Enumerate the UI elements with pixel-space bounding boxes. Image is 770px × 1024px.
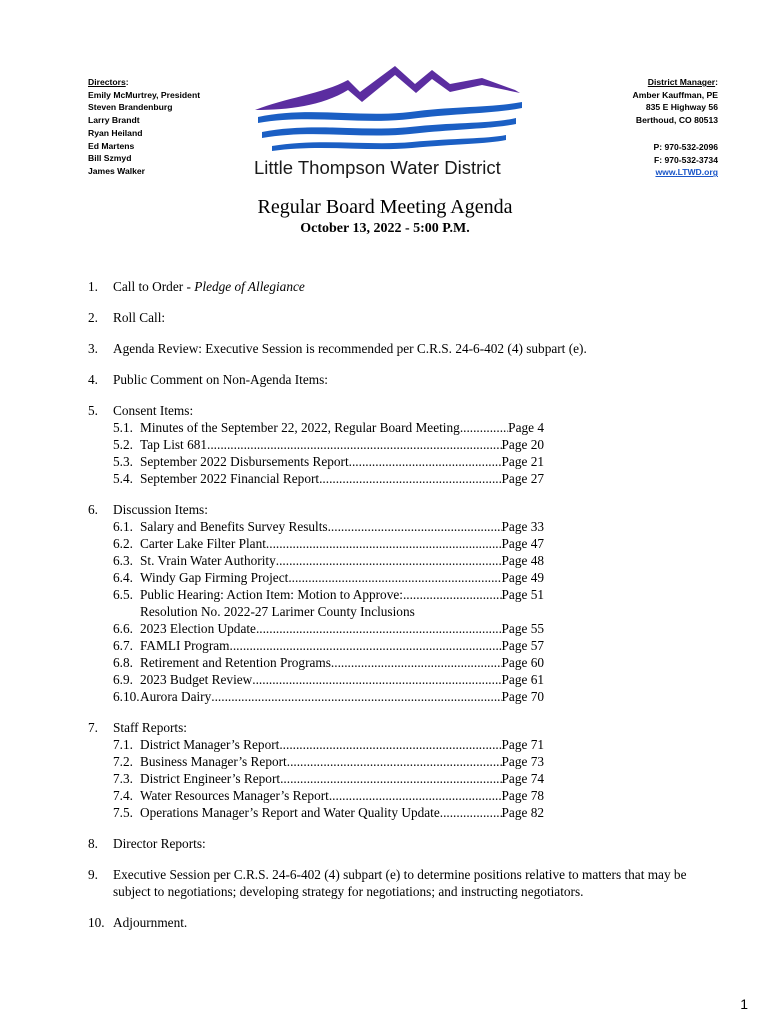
sub-item xyxy=(113,654,544,671)
page-ref: Page 27 xyxy=(501,471,544,486)
leader-dots xyxy=(279,736,501,753)
page-ref: Page 60 xyxy=(501,655,544,670)
district-logo xyxy=(250,62,530,158)
sub-item xyxy=(113,518,544,535)
sub-item-number: 6.2. xyxy=(113,536,133,551)
leader-dots xyxy=(266,535,502,552)
address-line-1: 835 E Highway 56 xyxy=(645,102,718,113)
sub-item xyxy=(113,436,544,453)
page-ref: Page 51 xyxy=(501,587,544,602)
sub-item-number: 6.1. xyxy=(113,519,133,534)
item-text: Adjournment. xyxy=(113,915,188,930)
sub-item-number: 7.2. xyxy=(113,754,133,769)
agenda-item xyxy=(88,340,688,357)
leader-dots xyxy=(349,453,502,470)
sub-item xyxy=(113,770,544,787)
page-ref: Page 55 xyxy=(501,621,544,636)
sub-item xyxy=(113,535,544,552)
director-name: Larry Brandt xyxy=(88,115,140,126)
director-name: Steven Brandenburg xyxy=(88,102,173,113)
district-name: Little Thompson Water District xyxy=(254,157,501,178)
manager-title: District Manager xyxy=(647,77,716,87)
item-number: 10. xyxy=(88,915,105,930)
agenda-item xyxy=(88,501,688,705)
sub-item-number: 6.6. xyxy=(113,621,133,636)
sub-item-text: Business Manager’s Report xyxy=(140,754,287,769)
sub-item-text: District Engineer’s Report xyxy=(140,771,281,786)
leader-dots xyxy=(319,470,501,487)
sub-item-number: 6.9. xyxy=(113,672,133,687)
sub-item-text: Aurora Dairy xyxy=(140,689,212,704)
sub-item-text: FAMLI Program xyxy=(140,638,230,653)
item-text: Agenda Review: Executive Session is recommended per C.R.S. 24-6-402 (4) subpart (e). xyxy=(113,341,587,356)
director-name: Ryan Heiland xyxy=(88,127,143,138)
sub-item-text: District Manager’s Report xyxy=(140,737,280,752)
page-ref: Page 33 xyxy=(501,519,544,534)
website-link[interactable]: www.LTWD.org xyxy=(655,167,718,178)
leader-dots xyxy=(256,620,502,637)
leader-dots xyxy=(287,753,502,770)
wave-logo-icon xyxy=(262,118,516,138)
leader-dots xyxy=(440,804,502,821)
district-manager-block: District Manager: Amber Kauffman, PE 835 E Highway 56 Berthoud, CO 80513 P: 970-532-2096 F: 970-532-3734 www.LTWD.org xyxy=(632,77,718,178)
item-text: Consent Items: xyxy=(113,403,194,418)
sub-item-text: Public Hearing: Action Item: Motion to Approve: xyxy=(140,587,403,602)
fax-number: F: 970-532-3734 xyxy=(653,154,718,165)
sub-item-number: 6.5. xyxy=(113,587,133,602)
sub-item-text: September 2022 Disbursements Report xyxy=(140,454,349,469)
page-ref: Page 71 xyxy=(501,737,544,752)
leader-dots xyxy=(288,569,501,586)
sub-item-text: Salary and Benefits Survey Results xyxy=(140,519,328,534)
leader-dots xyxy=(230,637,502,654)
sub-item-text: 2023 Budget Review xyxy=(140,672,253,687)
document-title: Regular Board Meeting Agenda xyxy=(257,196,513,218)
page-ref: Page 4 xyxy=(508,420,544,435)
item-number: 3. xyxy=(88,341,98,356)
sub-item-number: 5.3. xyxy=(113,454,133,469)
item-number: 9. xyxy=(88,867,98,882)
phone-number: P: 970-532-2096 xyxy=(653,141,718,152)
sub-item-text: September 2022 Financial Report xyxy=(140,471,320,486)
sub-item-text: Carter Lake Filter Plant xyxy=(140,536,266,551)
leader-dots xyxy=(403,586,502,603)
agenda-item xyxy=(88,371,688,388)
page-ref: Page 73 xyxy=(501,754,544,769)
item-text: Director Reports: xyxy=(113,836,206,851)
sub-item-number: 5.1. xyxy=(113,420,133,435)
sub-item-text: Minutes of the September 22, 2022, Regular Board Meeting xyxy=(140,420,460,435)
item-number: 6. xyxy=(88,502,98,517)
leader-dots xyxy=(252,671,501,688)
page-ref: Page 49 xyxy=(501,570,544,585)
director-name: Emily McMurtrey, President xyxy=(88,89,201,100)
sub-item-number: 6.10. xyxy=(113,689,140,704)
sub-item-text: Retirement and Retention Programs xyxy=(140,655,331,670)
sub-item-text: St. Vrain Water Authority xyxy=(140,553,276,568)
sub-item xyxy=(113,419,544,436)
sub-item-text: Tap List 681 xyxy=(140,437,208,452)
agenda-item xyxy=(88,866,688,900)
leader-dots xyxy=(328,518,502,535)
agenda-item xyxy=(88,278,688,295)
page-ref: Page 57 xyxy=(501,638,544,653)
item-number: 5. xyxy=(88,403,98,418)
sub-item xyxy=(113,569,544,586)
sub-item-continuation: Resolution No. 2022-27 Larimer County Inclusions xyxy=(140,604,415,619)
leader-dots xyxy=(276,552,502,569)
sub-item-number: 5.4. xyxy=(113,471,133,486)
sub-item-number: 5.2. xyxy=(113,437,133,452)
item-number: 8. xyxy=(88,836,98,851)
sub-item-number: 7.1. xyxy=(113,737,133,752)
page-ref: Page 47 xyxy=(501,536,544,551)
sub-item xyxy=(113,470,544,487)
agenda-item xyxy=(88,914,688,931)
address-line-2: Berthoud, CO 80513 xyxy=(635,115,718,126)
sub-item xyxy=(113,453,544,470)
sub-item-number: 7.4. xyxy=(113,788,133,803)
wave-logo-icon xyxy=(272,135,506,151)
sub-item xyxy=(113,620,544,637)
agenda-item xyxy=(88,402,688,487)
item-number: 7. xyxy=(88,720,98,735)
director-name: Bill Szmyd xyxy=(88,153,132,164)
item-italic-text: Pledge of Allegiance xyxy=(194,279,305,294)
page-number: 1 xyxy=(740,996,748,1012)
sub-item-text: 2023 Election Update xyxy=(140,621,256,636)
leader-dots xyxy=(211,688,501,705)
sub-item xyxy=(113,787,544,804)
sub-item-number: 7.5. xyxy=(113,805,133,820)
sub-item-number: 7.3. xyxy=(113,771,133,786)
leader-dots xyxy=(460,419,508,436)
item-number: 2. xyxy=(88,310,98,325)
item-text: Staff Reports: xyxy=(113,720,187,735)
item-text: Discussion Items: xyxy=(113,502,208,517)
page-ref: Page 78 xyxy=(501,788,544,803)
sub-item xyxy=(113,552,544,569)
page-ref: Page 21 xyxy=(501,454,544,469)
item-number: 4. xyxy=(88,372,98,387)
directors-title: Directors xyxy=(88,77,126,87)
agenda-item xyxy=(88,835,688,852)
page-ref: Page 20 xyxy=(501,437,544,452)
sub-item xyxy=(113,688,544,705)
page-ref: Page 48 xyxy=(501,553,544,568)
item-number: 1. xyxy=(88,279,98,294)
directors-block: Directors: Emily McMurtrey, President Steven Brandenburg Larry Brandt Ryan Heiland Ed Martens Bill Szmyd James Walker xyxy=(88,77,201,176)
sub-item-number: 6.8. xyxy=(113,655,133,670)
sub-item-number: 6.3. xyxy=(113,553,133,568)
manager-name: Amber Kauffman, PE xyxy=(632,89,718,100)
agenda-list xyxy=(88,278,688,931)
agenda-item xyxy=(88,719,688,821)
item-text: Public Comment on Non-Agenda Items: xyxy=(113,372,328,387)
meeting-date: October 13, 2022 - 5:00 P.M. xyxy=(300,221,470,236)
leader-dots xyxy=(207,436,502,453)
agenda-item xyxy=(88,309,688,326)
page-ref: Page 70 xyxy=(501,689,544,704)
sub-item-text: Windy Gap Firming Project xyxy=(140,570,289,585)
sub-item xyxy=(113,586,544,603)
sub-item-number: 6.4. xyxy=(113,570,133,585)
item-text: Call to Order - xyxy=(113,279,195,294)
page-ref: Page 82 xyxy=(501,805,544,820)
leader-dots xyxy=(331,654,502,671)
page-ref: Page 61 xyxy=(501,672,544,687)
director-name: James Walker xyxy=(88,165,146,176)
sub-item xyxy=(113,736,544,753)
mountain-logo-icon xyxy=(255,66,520,110)
page-ref: Page 74 xyxy=(501,771,544,786)
leader-dots xyxy=(280,770,501,787)
sub-item xyxy=(113,637,544,654)
leader-dots xyxy=(329,787,502,804)
sub-item-text: Operations Manager’s Report and Water Quality Update xyxy=(140,805,440,820)
sub-item xyxy=(113,671,544,688)
item-text: Executive Session per C.R.S. 24-6-402 (4) subpart (e) to determine positions relative to matters that may be subject to negotiations; developing strategy for negotiations; and instructing negotiators. xyxy=(113,867,687,899)
director-name: Ed Martens xyxy=(88,140,135,151)
item-text: Roll Call: xyxy=(113,310,166,325)
sub-item-text: Water Resources Manager’s Report xyxy=(140,788,329,803)
sub-item xyxy=(113,804,544,821)
sub-item-number: 6.7. xyxy=(113,638,133,653)
sub-item xyxy=(113,753,544,770)
